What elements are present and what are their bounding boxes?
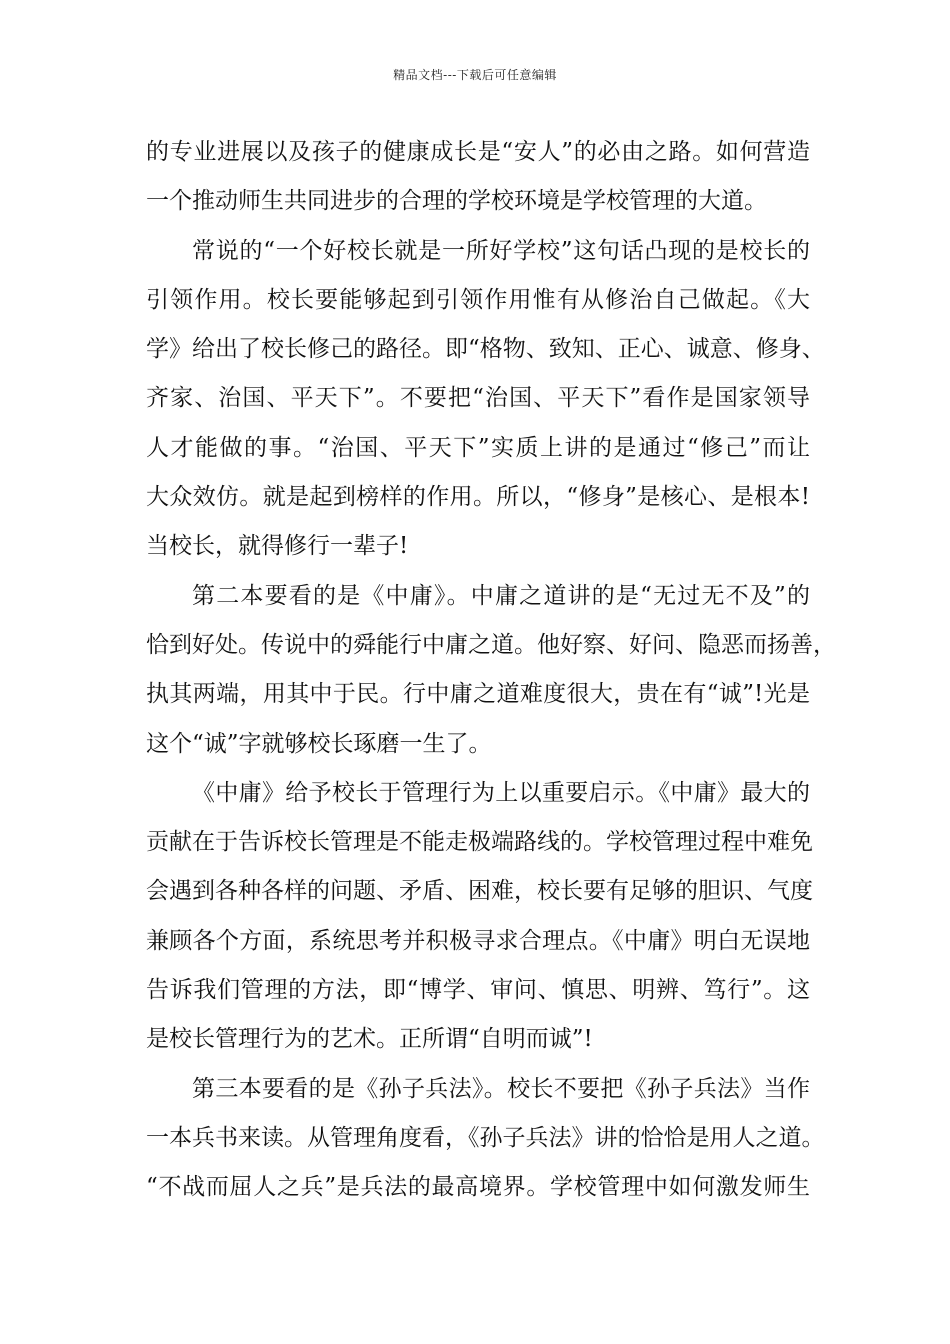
- text-line: 是校长管理行为的艺术。正所谓“自明而诚”!: [146, 1026, 593, 1053]
- paragraph: [146, 769, 813, 1065]
- text-line: 常说的“一个好校长就是一所好学校”这句话凸现的是校长的: [192, 237, 810, 264]
- text-line: 执其两端，用其中于民。行中庸之道难度很大，贵在有“诚”!光是: [146, 681, 810, 708]
- text-line: 大众效仿。就是起到榜样的作用。所以，“修身”是核心、是根本!: [146, 484, 810, 511]
- page-header: 精品文档---下载后可任意编辑: [393, 68, 557, 82]
- text-line: 这个“诚”字就够校长琢磨一生了。: [146, 730, 492, 757]
- text-line: “不战而屈人之兵”是兵法的最高境界。学校管理中如何激发师生: [146, 1174, 810, 1201]
- text-line: 学》给出了校长修己的路径。即“格物、致知、正心、诚意、修身、: [146, 336, 825, 363]
- text-line: 一本兵书来读。从管理角度看，《孙子兵法》讲的恰恰是用人之道。: [146, 1124, 825, 1151]
- text-line: 第三本要看的是《孙子兵法》。校长不要把《孙子兵法》当作: [192, 1075, 810, 1102]
- text-line: 贡献在于告诉校长管理是不能走极端路线的。学校管理过程中难免: [146, 829, 813, 856]
- text-line: 当校长，就得修行一辈子!: [146, 533, 409, 560]
- paragraph: [146, 128, 810, 227]
- text-line: 会遇到各种各样的问题、矛盾、困难，校长要有足够的胆识、气度: [146, 878, 813, 905]
- text-line: 第二本要看的是《中庸》。中庸之道讲的是“无过无不及”的: [192, 582, 810, 609]
- paragraph: [146, 227, 825, 572]
- text-line: 的专业进展以及孩子的健康成长是“安人”的必由之路。如何营造: [146, 139, 810, 165]
- paragraph: [146, 572, 836, 769]
- text-line: 恰到好处。传说中的舜能行中庸之道。他好察、好问、隐恶而扬善，: [146, 631, 836, 658]
- text-line: 告诉我们管理的方法，即“博学、审问、慎思、明辨、笃行”。这: [146, 977, 810, 1004]
- text-line: 兼顾各个方面，系统思考并积极寻求合理点。《中庸》明白无误地: [146, 927, 810, 954]
- paragraph: [146, 1065, 825, 1213]
- text-line: 一个推动师生共同进步的合理的学校环境是学校管理的大道。: [146, 188, 767, 215]
- text-line: 人才能做的事。“治国、平天下”实质上讲的是通过“修己”而让: [146, 434, 810, 461]
- document-body: [146, 128, 836, 1213]
- text-line: 齐家、治国、平天下”。不要把“治国、平天下”看作是国家领导: [146, 385, 810, 412]
- text-line: 引领作用。校长要能够起到引领作用惟有从修治自己做起。《大: [146, 286, 810, 313]
- text-line: 《中庸》给予校长于管理行为上以重要启示。《中庸》最大的: [192, 779, 810, 806]
